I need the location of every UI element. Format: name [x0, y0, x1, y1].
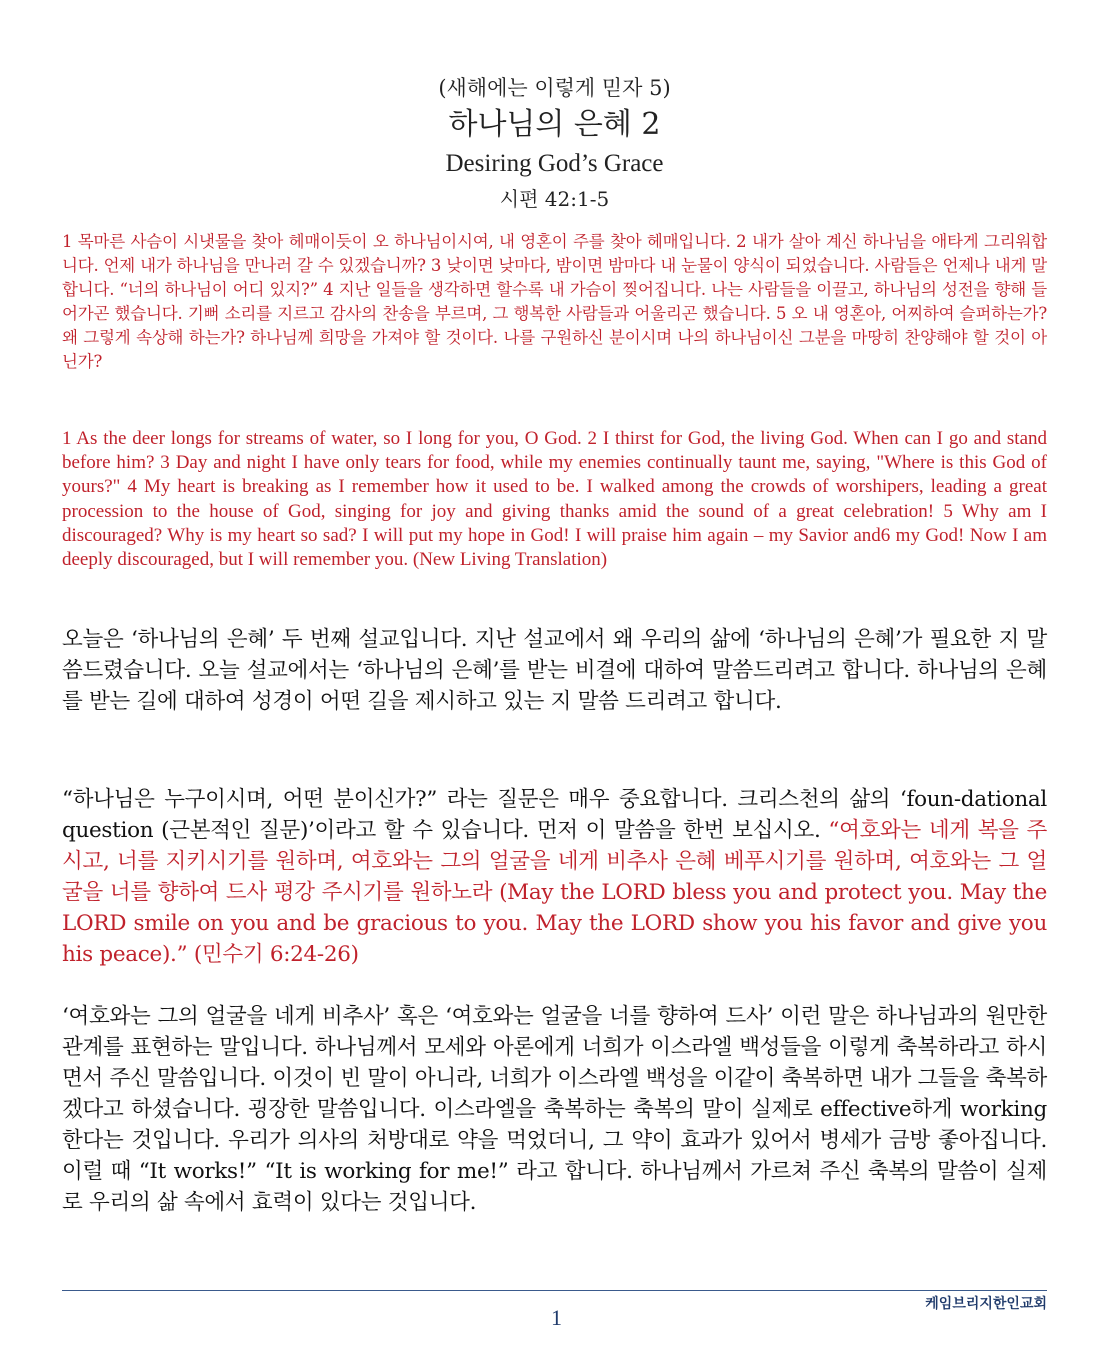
scripture-english: 1 As the deer longs for streams of water, so I long for you, O God. 2 I thirst for God, the living God. When can I go and stand before him? 3 Day and night I have only tears for food, while my enemies continually taunt me, saying, "Where is this God of yours?" 4 My heart is breaking as I remember how it used to be. I walked among the crowds of worshipers, leading a great procession to the house of God, singing for joy and giving thanks amid the sound of a great celebration! 5 Why am I discouraged? Why is my heart so sad? I will put my hope in God! I will praise him again – my Savior and6 my God! Now I am deeply discouraged, but I will remember you. (New Living Translation) — [62, 428, 1047, 571]
document-page — [62, 0, 1047, 1353]
body-paragraph-3: ‘여호와는 그의 얼굴을 네게 비추사’ 혹은 ‘여호와는 얼굴을 너를 향하여 드사’ 이런 말은 하나님과의 원만한 관계를 표현하는 말입니다. 하나님께서 모세와 아론에게 너희가 이스라엘 백성들을 이렇게 축복하라고 하시면서 주신 말씀입니다. 이것이 빈 말이 아니라, 너희가 이스라엘 백성을 이같이 축복하면 내가 그들을 축복하겠다고 하셨습니다. 굉장한 말씀입니다. 이스라엘을 축복하는 축복의 말이 실제로 effective하게 working한다는 것입니다. 우리가 의사의 처방대로 약을 먹었더니, 그 약이 효과가 있어서 병세가 금방 좋아집니다. 이럴 때 “It works!” “It is working for me!” 라고 합니다. 하나님께서 가르쳐 주신 축복의 말씀이 실제로 우리의 삶 속에서 효력이 있다는 것입니다. — [62, 1004, 1047, 1215]
church-name: 케임브리지한인교회 — [925, 1296, 1047, 1312]
body-paragraph-1: 오늘은 ‘하나님의 은혜’ 두 번째 설교입니다. 지난 설교에서 왜 우리의 삶에 ‘하나님의 은혜’가 필요한 지 말씀드렸습니다. 오늘 설교에서는 ‘하나님의 은혜’를 받는 비결에 대하여 말씀드리려고 합니다. 하나님의 은혜를 받는 길에 대하여 성경이 어떤 길을 제시하고 있는 지 말씀 드리려고 합니다. — [62, 627, 1047, 714]
sermon-title: 하나님의 은혜 2 — [448, 107, 661, 142]
footer-divider — [62, 1290, 1047, 1291]
blessing-reference: (민수기 6:24-26) — [187, 942, 359, 967]
blessing-quote: “여호와는 네게 복을 주시고, 너를 지키시기를 원하며, 여호와는 그의 얼굴을 네게 비추사 은혜 베푸시기를 원하며, 여호와는 그 얼굴을 너를 향하여 드사 평강 주시기를 원하노라 (May the LORD bless you and protect you. May the LORD smile on you and be gracious to you. May the LORD show you his favor and give you his peace).” — [62, 818, 1047, 967]
scripture-reference: 시편 42:1-5 — [499, 187, 610, 211]
body-paragraph-2 — [62, 784, 1047, 970]
paragraph-2-intro: “하나님은 누구이시며, 어떤 분이신가?” 라는 질문은 매우 중요합니다. 크리스천의 삶의 ‘foun-dational question (근본적인 질문)’이라고 할 수 있습니다. 먼저 이 말씀을 한번 보십시오. — [62, 787, 1047, 843]
scripture-korean: 1 목마른 사슴이 시냇물을 찾아 헤매이듯이 오 하나님이시여, 내 영혼이 주를 찾아 헤매입니다. 2 내가 살아 계신 하나님을 애타게 그리워합니다. 언제 내가 하나님을 만나러 갈 수 있겠습니까? 3 낮이면 낮마다, 밤이면 밤마다 내 눈물이 양식이 되었습니다. 사람들은 언제나 내게 말합니다. “너의 하나님이 어디 있지?” 4 지난 일들을 생각하면 할수록 내 가슴이 찢어집니다. 나는 사람들을 이끌고, 하나님의 성전을 향해 들어가곤 했습니다. 기뻐 소리를 지르고 감사의 찬송을 부르며, 그 행복한 사람들과 어울리곤 했습니다. 5 오 내 영혼아, 어찌하여 슬퍼하는가? 왜 그렇게 속상해 하는가? 하나님께 희망을 가져야 할 것이다. 나를 구원하신 분이시며 나의 하나님이신 그분을 마땅히 찬양해야 할 것이 아닌가? — [62, 232, 1047, 371]
sermon-header — [62, 72, 1047, 216]
series-label: (새해에는 이렇게 믿자 5) — [438, 76, 671, 100]
page-number: 1 — [551, 1305, 562, 1330]
sermon-subtitle: Desiring God’s Grace — [445, 150, 664, 177]
